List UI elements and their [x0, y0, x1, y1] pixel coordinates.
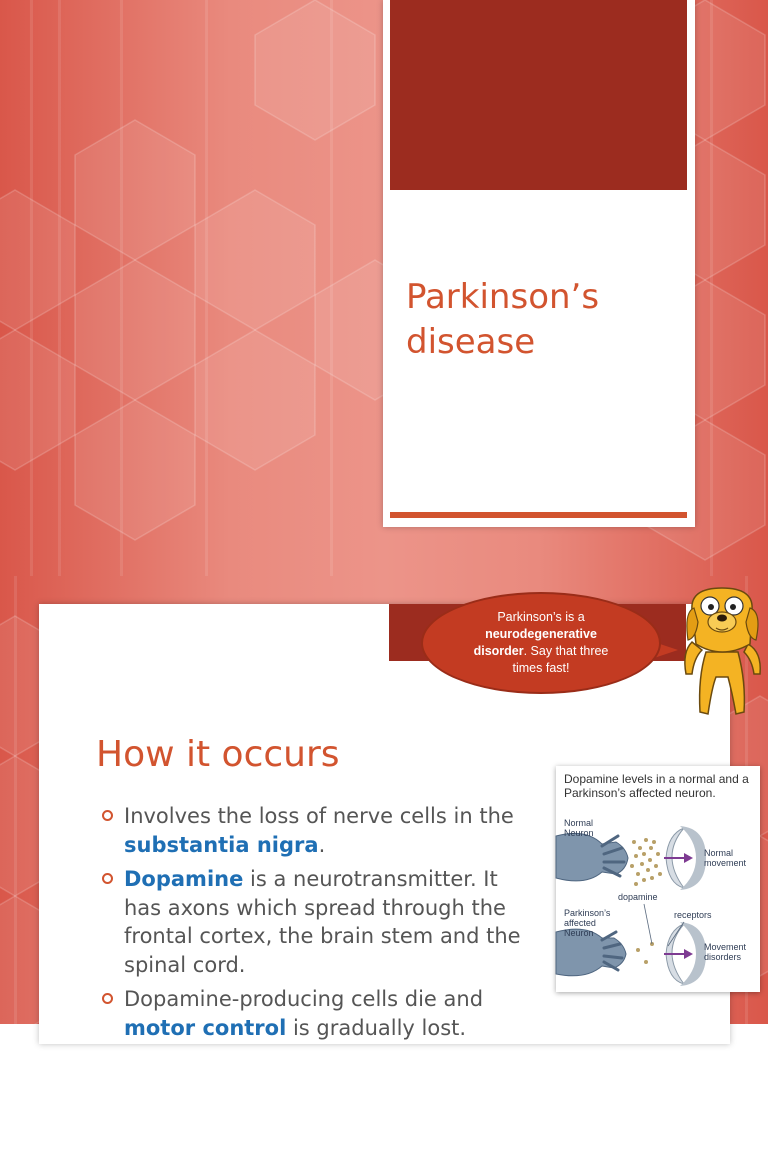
speech-bubble-text	[463, 609, 619, 677]
cartoon-dog-icon	[678, 582, 768, 722]
neuron-diagram	[556, 766, 760, 992]
label-dopamine: dopamine	[618, 892, 658, 902]
ring-bullet-icon	[102, 993, 113, 1004]
content-slide	[0, 576, 768, 1040]
label-movement-disorders-2: disorders	[704, 952, 742, 962]
bullet-list	[99, 802, 539, 1048]
bullet-item	[99, 865, 539, 979]
ring-bullet-icon	[102, 810, 113, 821]
ring-bullet-icon	[102, 873, 113, 884]
label-normal-movement-1: Normal	[704, 848, 734, 858]
bubble-text-bold: neurodegenerative disorder	[473, 627, 597, 658]
dopamine-figure	[556, 766, 760, 992]
bullet-highlight: motor control	[124, 1015, 287, 1040]
bullet-text: is gradually lost.	[286, 1015, 467, 1040]
title-accent-line	[390, 512, 687, 518]
bullet-text: .	[318, 832, 326, 857]
label-normal-neuron-2: Neuron	[564, 828, 594, 838]
label-receptors: receptors	[674, 910, 712, 920]
bullet-highlight: substantia nigra	[124, 832, 319, 857]
dopamine-molecules	[630, 838, 662, 886]
title-card	[383, 0, 695, 527]
slide-title: Parkinson’s disease	[406, 277, 600, 362]
title-red-block	[390, 0, 687, 190]
label-pd-neuron-2: affected	[564, 918, 596, 928]
bullet-item	[99, 802, 539, 859]
label-normal-movement-2: movement	[704, 858, 747, 868]
bullet-highlight: Dopamine	[124, 867, 244, 891]
label-normal-neuron-1: Normal	[564, 818, 594, 828]
bubble-text-start: Parkinson’s is a	[497, 610, 585, 624]
label-pd-neuron-3: Neuron	[564, 928, 594, 938]
bullet-text: Dopamine-producing cells die and	[124, 987, 484, 1011]
bullet-text: Involves the loss of nerve cells in the	[124, 804, 514, 828]
label-movement-disorders-1: Movement	[704, 942, 747, 952]
slide-heading: How it occurs	[96, 734, 340, 775]
bullet-text: is a neurotransmitter. It has axons which spread through the frontal cortex, the brain stem and the spinal cord.	[124, 867, 521, 977]
figure-caption: Dopamine levels in a normal and a Parkinson’s affected neuron.	[564, 772, 749, 800]
label-pd-neuron-1: Parkinson’s	[564, 908, 611, 918]
bubble-text-end: . Say that three times fast!	[512, 644, 609, 675]
sparse-dopamine-molecules	[636, 942, 654, 964]
bullet-item	[99, 985, 539, 1042]
speech-bubble	[421, 592, 661, 694]
